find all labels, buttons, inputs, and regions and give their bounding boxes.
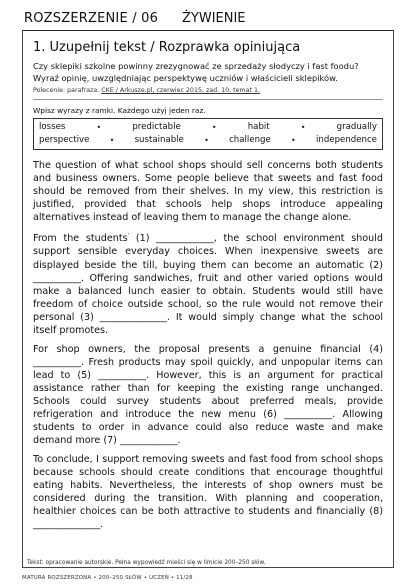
bullet-icon: • xyxy=(211,123,217,132)
word-bank-item: gradually xyxy=(336,122,377,132)
paragraph-conclusion: To conclude, I support removing sweets and fast food from school shops because schools should create conditions that encourage thoughtful eating habits. Nevertheless, the interests of shop owners must be considered during the transition. With planning and cooperation, healthier choices can be both attractive to students and financially (8) ______________. xyxy=(33,454,383,531)
source-link[interactable]: CKE / Arkusze.pl, czerwiec 2015, zad. 10, temat 1. xyxy=(101,87,260,94)
source-note: Tekst: opracowanie autorskie. Pełna wypowiedź mieści się w limicie 200–250 słów. xyxy=(27,560,266,566)
bullet-icon: • xyxy=(96,123,102,132)
word-bank-row xyxy=(39,134,377,147)
bullet-icon: • xyxy=(109,136,115,145)
bullet-icon: • xyxy=(291,136,296,145)
paragraph-text: From the students xyxy=(33,233,128,245)
page-header xyxy=(22,8,394,31)
divider xyxy=(33,99,383,100)
section-label: ROZSZERZENIE / 06 xyxy=(24,11,159,26)
topic-label: ŻYWIENIE xyxy=(182,11,246,26)
word-bank-item: losses xyxy=(39,122,66,132)
paragraph-owners: For shop owners, the proposal presents a genuine financial (4) __________. Fresh products may spoil quickly, and unpopular items can lead to (5) __________. However, this is an argument for practical assistance rather than for keeping the existing range unchanged. Schools could survey students about preferred meals, provide refrigeration and introduce the new menu (6) __________. Allowing students to order in advance could also reduce waste and make demand more (7) ____________. xyxy=(33,343,383,447)
paragraph-students xyxy=(33,230,383,337)
word-bank-item: sustainable xyxy=(134,135,184,145)
command-label: Polecenie: parafraza. xyxy=(33,87,100,94)
exercise-sheet xyxy=(22,30,394,568)
word-bank-item: challenge xyxy=(229,135,271,145)
word-bank-row xyxy=(39,121,377,134)
word-bank-item: habit xyxy=(247,122,270,132)
exercise-title: 1. Uzupełnij tekst / Rozprawka opiniująca xyxy=(33,40,301,55)
paragraph-intro: The question of what school shops should sell concerns both students and business owners. Some people believe that sweets and fast food should be removed from their shelves. In my view, this restriction is justified, provided that schools help shops introduce appealing alternatives instead of leaving them to manage the change alone. xyxy=(33,160,383,224)
bullet-icon: • xyxy=(300,123,306,132)
command-line xyxy=(33,87,383,94)
word-bank-item: predictable xyxy=(132,122,181,132)
bullet-icon: • xyxy=(204,136,209,145)
page-footer: MATURA ROZSZERZONA • 200–250 SŁÓW • UCZEŃ • 11/28 xyxy=(22,575,193,581)
word-bank xyxy=(33,118,383,150)
exercise-instruction: Czy sklepiki szkolne powinny zrezygnować ze sprzedaży słodyczy i fast foodu? Wyraź opinię, uwzględniając perspektywę uczniów i właścicieli sklepików. xyxy=(33,61,359,83)
word-bank-item: perspective xyxy=(39,135,90,145)
word-bank-title: Wpisz wyrazy z ramki. Każdego użyj jeden raz. xyxy=(33,106,206,115)
paragraph-text: (1) ____________, the school environment should support sensible everyday choices. When inexpensive sweets are displayed beside the till, buying them can become an automatic (2) __________. Offering sandwiches, fruit and other varied options would make a balanced lunch easier to obtain. Students would still have freedom of choice outside school, so the rule would not remove their personal (3) ______________. It would simply change what the school itself promotes. xyxy=(33,233,383,336)
word-bank-item: independence xyxy=(316,135,377,145)
apostrophe-mark: ’ xyxy=(127,233,130,240)
